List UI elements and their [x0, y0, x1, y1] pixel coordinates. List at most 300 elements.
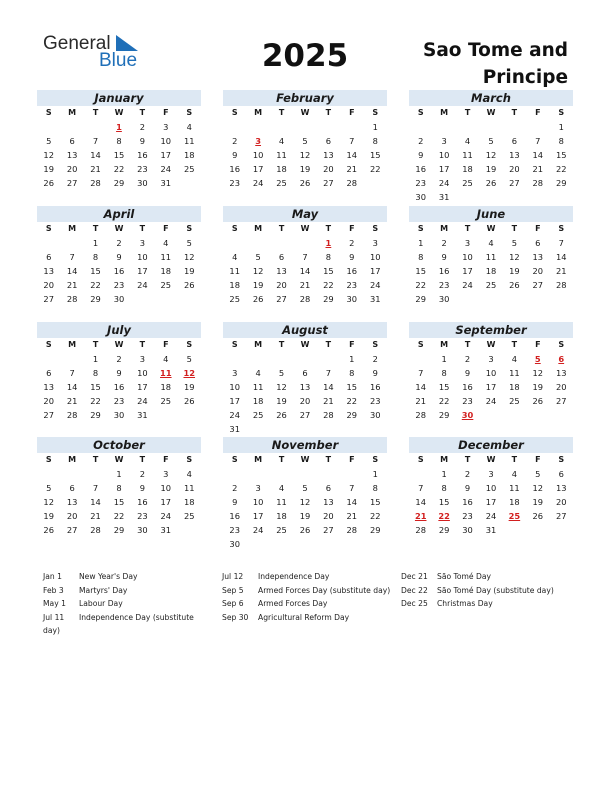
week-row [409, 352, 573, 366]
logo-text-blue: Blue [99, 50, 138, 71]
day-cell: 26 [183, 280, 195, 290]
day-cell: 27 [532, 280, 544, 290]
year-title: 2025 [261, 38, 349, 74]
weekday-label: T [139, 224, 146, 233]
day-cell: 22 [555, 164, 567, 174]
day-cell: 23 [137, 511, 148, 521]
day-cell: 20 [555, 497, 567, 507]
weekday-label: M [440, 455, 449, 464]
day-cell: 27 [276, 294, 287, 304]
holiday-date: Jul 11 [43, 612, 65, 622]
weekday-header-row [223, 453, 387, 467]
week-row [37, 292, 201, 306]
weekday-label: S [186, 455, 193, 464]
day-cell: 19 [276, 396, 287, 406]
weekday-label: W [114, 455, 124, 464]
week-row [37, 250, 201, 264]
week-row [223, 422, 387, 436]
holiday-date: Dec 25 [401, 599, 428, 608]
day-cell: 21 [299, 280, 311, 290]
day-cell: 29 [555, 178, 567, 188]
week-row [409, 366, 573, 380]
week-row [409, 250, 573, 264]
day-cell: 25 [160, 280, 172, 290]
day-cell: 20 [555, 382, 567, 392]
empty-cell [270, 422, 293, 436]
day-cell: 7 [92, 136, 99, 146]
day-cell: 3 [488, 354, 494, 364]
weekday-label: T [511, 455, 518, 464]
day-cell: 6 [558, 469, 564, 479]
day-cell: 4 [511, 354, 518, 364]
empty-cell [246, 422, 269, 436]
day-cell: 1 [349, 354, 355, 364]
day-cell: 14 [555, 252, 567, 262]
holiday-date: Dec 22 [401, 585, 428, 595]
day-cell: 10 [252, 497, 264, 507]
day-cell: 23 [137, 164, 148, 174]
holiday-item [401, 584, 571, 598]
weekday-label: M [440, 108, 449, 117]
day-cell: 31 [160, 178, 172, 188]
weekday-label: S [231, 224, 238, 233]
day-cell: 3 [464, 238, 471, 248]
day-cell: 2 [232, 136, 238, 146]
week-row [223, 523, 387, 537]
week-row [409, 292, 573, 306]
weekday-label: F [163, 340, 169, 349]
day-cell: 17 [438, 164, 450, 174]
weekday-label: T [139, 108, 146, 117]
day-cell: 6 [325, 136, 332, 146]
holiday-name: Martyrs' Day [79, 585, 128, 595]
weekday-label: S [231, 340, 238, 349]
day-cell: 21 [90, 164, 101, 174]
day-cell: 1 [372, 122, 378, 132]
weekday-label: T [325, 340, 332, 349]
day-cell: 7 [418, 368, 424, 378]
month-may [223, 206, 387, 306]
empty-cell [293, 352, 316, 366]
holiday-item [43, 597, 208, 611]
weekday-label: T [278, 224, 285, 233]
day-cell: 3 [139, 238, 146, 248]
holiday-item [43, 570, 208, 584]
month-august [223, 322, 387, 436]
day-cell: 21 [346, 511, 358, 521]
day-cell: 25 [485, 280, 497, 290]
day-cell: 1 [92, 354, 99, 364]
holiday-day-cell: 5 [534, 354, 541, 364]
day-cell: 13 [299, 382, 311, 392]
day-cell: 6 [69, 483, 75, 493]
month-name: September [409, 322, 573, 338]
weekday-header-row [223, 222, 387, 236]
empty-cell [550, 408, 573, 422]
week-row [37, 481, 201, 495]
day-cell: 28 [346, 178, 358, 188]
empty-cell [60, 352, 83, 366]
empty-cell [409, 352, 432, 366]
weekday-label: W [114, 108, 124, 117]
day-cell: 24 [485, 511, 497, 521]
weekday-label: T [92, 224, 99, 233]
weekday-label: W [300, 108, 310, 117]
week-row [223, 134, 387, 148]
day-cell: 12 [299, 497, 311, 507]
day-cell: 9 [139, 136, 146, 146]
day-cell: 30 [137, 178, 148, 188]
holiday-name: Armed Forces Day (substitute day) [258, 585, 391, 595]
weekday-label: S [45, 108, 52, 117]
day-cell: 24 [252, 178, 264, 188]
month-october [37, 437, 201, 537]
day-cell: 11 [183, 136, 195, 146]
weekday-label: T [92, 108, 99, 117]
day-cell: 20 [43, 396, 54, 406]
day-cell: 17 [369, 266, 381, 276]
day-cell: 31 [369, 294, 381, 304]
day-cell: 17 [462, 266, 473, 276]
month-september [409, 322, 573, 422]
empty-cell [364, 176, 387, 190]
day-cell: 17 [229, 396, 240, 406]
day-cell: 4 [186, 122, 192, 132]
holiday-day-cell: 21 [414, 511, 427, 521]
day-cell: 15 [323, 266, 334, 276]
day-cell: 13 [323, 150, 334, 160]
day-cell: 18 [276, 164, 287, 174]
day-cell: 6 [46, 368, 52, 378]
week-row [223, 495, 387, 509]
day-cell: 21 [346, 164, 358, 174]
week-row [223, 394, 387, 408]
empty-cell [223, 467, 246, 481]
day-cell: 17 [160, 497, 172, 507]
weekday-label: T [325, 455, 332, 464]
day-cell: 30 [229, 539, 240, 549]
empty-cell [60, 467, 83, 481]
weekday-label: F [349, 455, 355, 464]
day-cell: 12 [485, 150, 497, 160]
day-cell: 13 [509, 150, 520, 160]
weekday-label: S [45, 455, 52, 464]
day-cell: 31 [485, 525, 497, 535]
day-cell: 30 [113, 294, 125, 304]
month-name: August [223, 322, 387, 338]
weekday-label: S [45, 224, 52, 233]
day-cell: 9 [441, 252, 447, 262]
day-cell: 18 [509, 497, 520, 507]
holiday-name: Armed Forces Day [258, 599, 328, 608]
weekday-label: F [535, 108, 541, 117]
day-cell: 26 [485, 178, 497, 188]
day-cell: 22 [438, 396, 450, 406]
day-cell: 12 [532, 368, 544, 378]
day-cell: 8 [349, 368, 355, 378]
week-row [223, 352, 387, 366]
week-row [37, 236, 201, 250]
day-cell: 19 [509, 266, 520, 276]
day-cell: 9 [372, 368, 378, 378]
empty-cell [270, 537, 293, 551]
empty-cell [246, 537, 269, 551]
weekday-label: S [417, 224, 424, 233]
weekday-label: W [300, 224, 310, 233]
day-cell: 8 [558, 136, 564, 146]
empty-cell [364, 537, 387, 551]
day-cell: 15 [369, 497, 381, 507]
holiday-column [222, 570, 392, 624]
day-cell: 13 [276, 266, 287, 276]
day-cell: 14 [415, 382, 426, 392]
holiday-name: Independence Day [258, 572, 330, 581]
day-cell: 7 [535, 136, 541, 146]
weekday-label: M [68, 224, 77, 233]
day-cell: 3 [163, 122, 169, 132]
day-cell: 3 [255, 483, 261, 493]
day-cell: 14 [532, 150, 544, 160]
day-cell: 4 [464, 136, 471, 146]
day-cell: 29 [113, 178, 125, 188]
day-cell: 20 [323, 511, 334, 521]
day-cell: 15 [346, 382, 358, 392]
weekday-label: S [186, 108, 193, 117]
week-row [409, 162, 573, 176]
empty-cell [479, 190, 502, 204]
day-cell: 8 [441, 368, 447, 378]
day-cell: 30 [415, 192, 426, 202]
weekday-label: W [300, 455, 310, 464]
day-cell: 28 [555, 280, 567, 290]
weekday-label: S [186, 340, 193, 349]
holiday-name: São Tomé Day (substitute day) [437, 585, 554, 595]
day-cell: 30 [346, 294, 358, 304]
day-cell: 25 [160, 396, 172, 406]
day-cell: 26 [43, 525, 54, 535]
empty-cell [526, 523, 549, 537]
holiday-day-cell: 3 [255, 136, 262, 146]
day-cell: 28 [299, 294, 311, 304]
day-cell: 8 [92, 252, 99, 262]
empty-cell [223, 236, 246, 250]
holiday-day-cell: 1 [116, 122, 122, 132]
day-cell: 25 [252, 410, 264, 420]
week-row [37, 162, 201, 176]
day-cell: 24 [485, 396, 497, 406]
day-cell: 8 [92, 368, 99, 378]
day-cell: 6 [302, 368, 308, 378]
day-cell: 4 [278, 136, 285, 146]
weekday-label: T [511, 340, 518, 349]
day-cell: 1 [558, 122, 564, 132]
day-cell: 2 [116, 354, 122, 364]
empty-cell [84, 120, 107, 134]
day-cell: 8 [372, 136, 378, 146]
weekday-label: W [486, 455, 496, 464]
day-cell: 27 [66, 178, 78, 188]
day-cell: 4 [488, 238, 494, 248]
month-name: March [409, 90, 573, 106]
day-cell: 11 [509, 483, 520, 493]
day-cell: 12 [43, 497, 54, 507]
week-row [37, 509, 201, 523]
week-row [223, 176, 387, 190]
week-row [37, 352, 201, 366]
day-cell: 23 [113, 280, 125, 290]
day-cell: 13 [43, 266, 54, 276]
day-cell: 17 [485, 497, 497, 507]
week-row [37, 176, 201, 190]
day-cell: 22 [113, 164, 125, 174]
day-cell: 29 [369, 525, 381, 535]
holiday-date: Sep 30 [222, 612, 249, 622]
holiday-item [43, 584, 208, 598]
week-row [37, 366, 201, 380]
day-cell: 22 [90, 396, 101, 406]
empty-cell [270, 352, 293, 366]
day-cell: 29 [438, 410, 450, 420]
day-cell: 19 [532, 497, 544, 507]
day-cell: 27 [43, 294, 54, 304]
holiday-day-cell: 22 [438, 511, 450, 521]
month-name: December [409, 437, 573, 453]
weekday-label: W [486, 340, 496, 349]
weekday-label: M [68, 108, 77, 117]
day-cell: 20 [509, 164, 520, 174]
weekday-label: F [163, 108, 169, 117]
day-cell: 10 [137, 368, 148, 378]
empty-cell [131, 292, 154, 306]
day-cell: 28 [415, 410, 426, 420]
weekday-label: S [417, 340, 424, 349]
week-row [223, 292, 387, 306]
holiday-date: Dec 21 [401, 572, 428, 581]
day-cell: 9 [349, 252, 355, 262]
week-row [37, 278, 201, 292]
week-row [409, 467, 573, 481]
holiday-day-cell: 6 [558, 354, 565, 364]
day-cell: 7 [349, 136, 355, 146]
day-cell: 26 [532, 396, 544, 406]
week-row [409, 481, 573, 495]
day-cell: 4 [255, 368, 261, 378]
week-row [37, 467, 201, 481]
weekday-label: T [139, 340, 146, 349]
day-cell: 15 [369, 150, 381, 160]
day-cell: 10 [485, 483, 497, 493]
day-cell: 29 [415, 294, 426, 304]
weekday-label: T [464, 108, 471, 117]
week-row [223, 408, 387, 422]
day-cell: 23 [462, 396, 473, 406]
day-cell: 26 [532, 511, 544, 521]
week-row [223, 509, 387, 523]
day-cell: 17 [252, 511, 264, 521]
week-row [409, 394, 573, 408]
day-cell: 6 [69, 136, 75, 146]
day-cell: 12 [276, 382, 287, 392]
empty-cell [479, 408, 502, 422]
day-cell: 8 [116, 136, 122, 146]
month-name: February [223, 90, 387, 106]
holiday-name: New Year's Day [79, 572, 138, 581]
day-cell: 24 [252, 525, 264, 535]
empty-cell [37, 120, 60, 134]
weekday-label: S [372, 108, 379, 117]
empty-cell [270, 467, 293, 481]
empty-cell [246, 467, 269, 481]
day-cell: 26 [252, 294, 264, 304]
day-cell: 1 [441, 469, 447, 479]
holiday-name: Agricultural Reform Day [258, 612, 350, 622]
week-row [409, 509, 573, 523]
day-cell: 11 [276, 497, 287, 507]
day-cell: 30 [369, 410, 381, 420]
holiday-date: Feb 3 [43, 585, 64, 595]
day-cell: 9 [139, 483, 146, 493]
day-cell: 5 [46, 136, 52, 146]
empty-cell [178, 176, 201, 190]
holiday-day-cell: 12 [183, 368, 196, 378]
empty-cell [550, 190, 573, 204]
empty-cell [526, 120, 549, 134]
weekday-header-row [223, 338, 387, 352]
empty-cell [550, 292, 573, 306]
empty-cell [84, 467, 107, 481]
logo-text-general: General [43, 33, 111, 54]
empty-cell [178, 523, 201, 537]
day-cell: 18 [509, 382, 520, 392]
day-cell: 1 [92, 238, 99, 248]
day-cell: 19 [485, 164, 497, 174]
day-cell: 22 [346, 396, 358, 406]
day-cell: 9 [418, 150, 424, 160]
day-cell: 22 [113, 511, 125, 521]
empty-cell [340, 537, 363, 551]
empty-cell [223, 352, 246, 366]
weekday-label: T [278, 108, 285, 117]
day-cell: 18 [485, 266, 497, 276]
day-cell: 9 [232, 497, 238, 507]
month-name: July [37, 322, 201, 338]
holiday-item [43, 611, 208, 638]
empty-cell [317, 352, 340, 366]
weekday-header-row [37, 453, 201, 467]
week-row [37, 408, 201, 422]
week-row [223, 162, 387, 176]
empty-cell [503, 190, 526, 204]
holiday-day-cell: 25 [508, 511, 521, 521]
empty-cell [317, 467, 340, 481]
day-cell: 23 [415, 178, 426, 188]
empty-cell [60, 236, 83, 250]
empty-cell [340, 422, 363, 436]
day-cell: 10 [462, 252, 473, 262]
day-cell: 27 [555, 396, 567, 406]
day-cell: 7 [302, 252, 308, 262]
weekday-label: T [464, 455, 471, 464]
empty-cell [479, 120, 502, 134]
holiday-item [222, 597, 392, 611]
weekday-label: F [349, 224, 355, 233]
empty-cell [37, 467, 60, 481]
day-cell: 31 [160, 525, 172, 535]
weekday-label: T [278, 340, 285, 349]
week-row [409, 408, 573, 422]
weekday-label: M [254, 224, 263, 233]
day-cell: 19 [183, 382, 195, 392]
